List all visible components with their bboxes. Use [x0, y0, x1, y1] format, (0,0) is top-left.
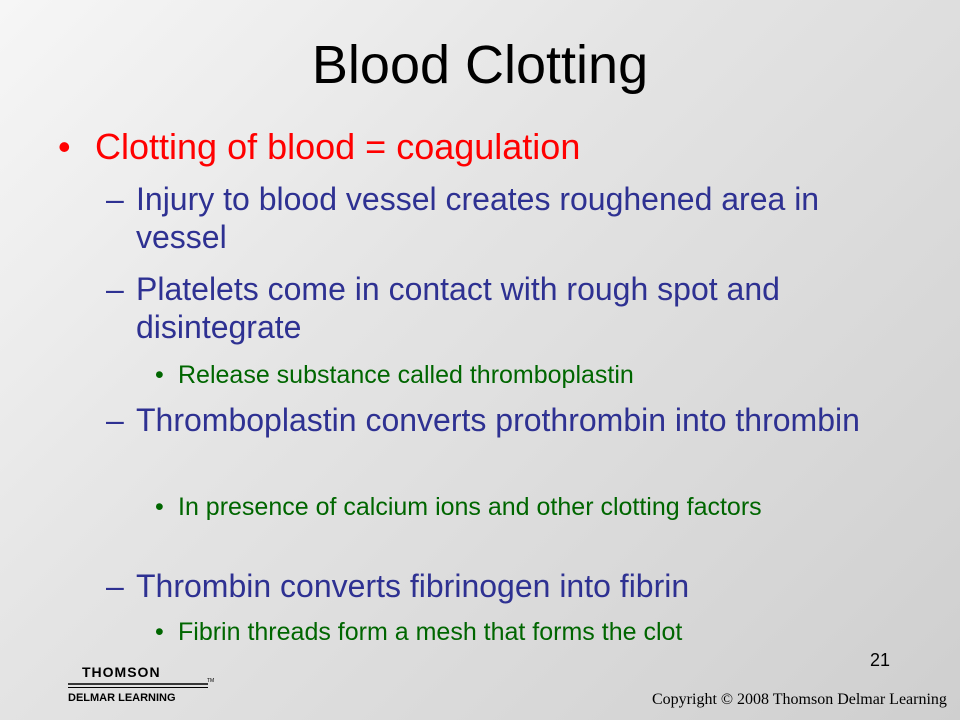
logo-thomson-text: THOMSON: [82, 664, 161, 680]
logo-swoosh-lines: [68, 683, 208, 689]
bullet-text: Thrombin converts fibrinogen into fibrin: [136, 568, 690, 604]
logo-trademark: TM: [207, 678, 215, 684]
bullet-marker: •: [155, 361, 164, 389]
bullet-text: Clotting of blood = coagulation: [95, 126, 581, 167]
bullet-text: Thromboplastin converts prothrombin into thrombin: [136, 402, 860, 438]
bullet-text: In presence of calcium ions and other clotting factors: [178, 493, 762, 521]
bullet-marker: •: [155, 618, 164, 646]
bullet-marker: •: [155, 493, 164, 521]
slide-number: 21: [869, 650, 890, 670]
bullet-text: Platelets come in contact with rough spot and disintegrate: [136, 271, 780, 345]
logo-delmar-text: DELMAR LEARNING: [68, 692, 176, 704]
dash-marker: –: [106, 402, 124, 438]
copyright-notice: Copyright © 2008 Thomson Delmar Learning: [652, 691, 947, 708]
dash-marker: –: [106, 568, 124, 604]
dash-marker: –: [106, 181, 124, 217]
dash-marker: –: [106, 271, 124, 307]
bullet-text: Injury to blood vessel creates roughened area in vessel: [136, 181, 820, 255]
bullet-marker: •: [58, 126, 71, 167]
bullet-text: Release substance called thromboplastin: [178, 361, 634, 389]
bullet-text: Fibrin threads form a mesh that forms the clot: [178, 618, 683, 646]
slide-title: Blood Clotting: [311, 35, 649, 95]
thomson-delmar-logo: [68, 660, 218, 710]
